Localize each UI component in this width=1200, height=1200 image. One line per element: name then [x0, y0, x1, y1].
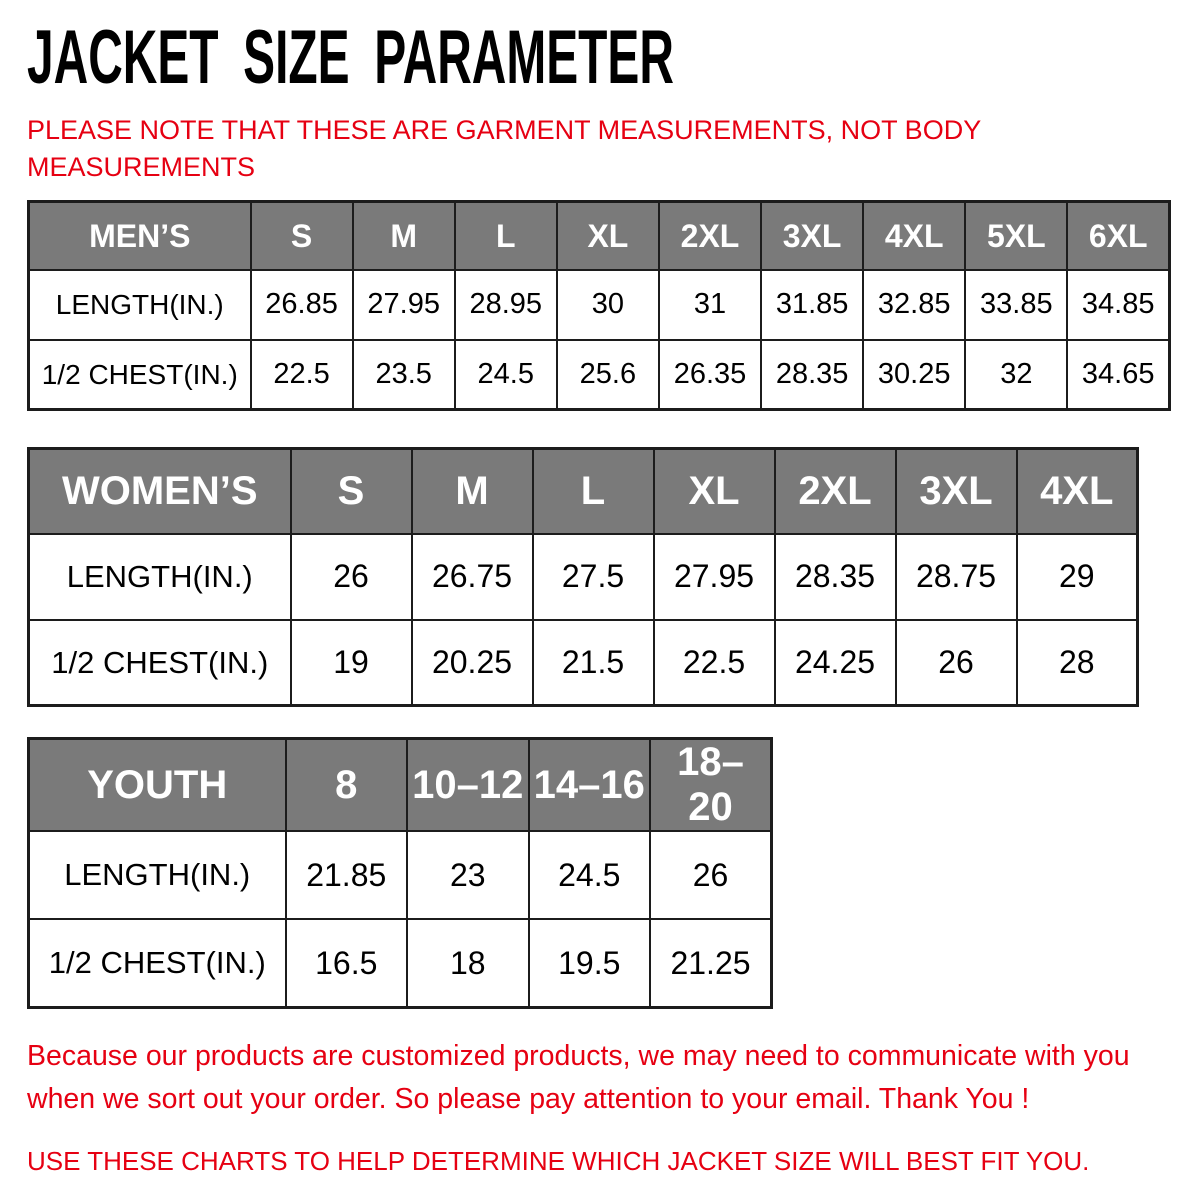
- header-cell-size: 8: [286, 739, 408, 832]
- value-cell: 16.5: [286, 919, 408, 1007]
- mens-length-row: [29, 270, 1170, 340]
- row-label: 1/2 CHEST(IN.): [29, 919, 286, 1007]
- header-cell-size: 3XL: [896, 449, 1017, 534]
- header-cell-size: XL: [557, 202, 659, 270]
- value-cell: 30.25: [863, 340, 965, 410]
- youth-chest-row: [29, 919, 772, 1007]
- value-cell: 29: [1017, 534, 1138, 620]
- youth-size-table: [27, 737, 773, 1009]
- page-title: JACKET SIZE PARAMETER: [27, 15, 674, 100]
- header-cell-size: L: [455, 202, 557, 270]
- header-cell-size: 10–12: [407, 739, 529, 832]
- garment-measurement-note: PLEASE NOTE THAT THESE ARE GARMENT MEASUREMENTS, NOT BODY MEASUREMENTS: [27, 114, 981, 183]
- womens-length-row: [29, 534, 1138, 620]
- header-cell-size: 18–20: [650, 739, 772, 832]
- header-cell-size: 6XL: [1067, 202, 1169, 270]
- header-cell-mens: MEN’S: [29, 202, 251, 270]
- value-cell: 21.5: [533, 620, 654, 706]
- value-cell: 19: [291, 620, 412, 706]
- value-cell: 26.75: [412, 534, 533, 620]
- value-cell: 27.5: [533, 534, 654, 620]
- value-cell: 19.5: [529, 919, 651, 1007]
- header-cell-size: 3XL: [761, 202, 863, 270]
- header-cell-size: L: [533, 449, 654, 534]
- header-cell-size: M: [353, 202, 455, 270]
- womens-chest-row: [29, 620, 1138, 706]
- value-cell: 30: [557, 270, 659, 340]
- value-cell: 26.85: [251, 270, 353, 340]
- row-label: LENGTH(IN.): [29, 534, 291, 620]
- value-cell: 24.5: [529, 831, 651, 919]
- youth-header-row: [29, 739, 772, 832]
- value-cell: 28.95: [455, 270, 557, 340]
- value-cell: 28.35: [775, 534, 896, 620]
- mens-header-row: [29, 202, 1170, 270]
- value-cell: 28.75: [896, 534, 1017, 620]
- header-cell-size: 2XL: [659, 202, 761, 270]
- womens-size-table: [27, 447, 1139, 707]
- mens-chest-row: [29, 340, 1170, 410]
- value-cell: 28: [1017, 620, 1138, 706]
- header-cell-size: 2XL: [775, 449, 896, 534]
- mens-size-table: [27, 200, 1171, 411]
- value-cell: 26: [650, 831, 772, 919]
- value-cell: 21.25: [650, 919, 772, 1007]
- value-cell: 26: [291, 534, 412, 620]
- value-cell: 24.25: [775, 620, 896, 706]
- value-cell: 27.95: [353, 270, 455, 340]
- value-cell: 26: [896, 620, 1017, 706]
- value-cell: 23: [407, 831, 529, 919]
- value-cell: 18: [407, 919, 529, 1007]
- header-cell-size: S: [251, 202, 353, 270]
- row-label: LENGTH(IN.): [29, 831, 286, 919]
- value-cell: 31: [659, 270, 761, 340]
- header-cell-size: S: [291, 449, 412, 534]
- value-cell: 25.6: [557, 340, 659, 410]
- value-cell: 34.65: [1067, 340, 1169, 410]
- value-cell: 22.5: [654, 620, 775, 706]
- header-cell-size: M: [412, 449, 533, 534]
- header-cell-womens: WOMEN’S: [29, 449, 291, 534]
- header-cell-size: 14–16: [529, 739, 651, 832]
- value-cell: 22.5: [251, 340, 353, 410]
- value-cell: 28.35: [761, 340, 863, 410]
- value-cell: 27.95: [654, 534, 775, 620]
- womens-header-row: [29, 449, 1138, 534]
- value-cell: 23.5: [353, 340, 455, 410]
- header-cell-size: XL: [654, 449, 775, 534]
- value-cell: 34.85: [1067, 270, 1169, 340]
- value-cell: 21.85: [286, 831, 408, 919]
- value-cell: 32: [965, 340, 1067, 410]
- row-label: LENGTH(IN.): [29, 270, 251, 340]
- youth-length-row: [29, 831, 772, 919]
- value-cell: 26.35: [659, 340, 761, 410]
- value-cell: 33.85: [965, 270, 1067, 340]
- fit-instruction: USE THESE CHARTS TO HELP DETERMINE WHICH JACKET SIZE WILL BEST FIT YOU.: [27, 1146, 1090, 1177]
- header-cell-youth: YOUTH: [29, 739, 286, 832]
- row-label: 1/2 CHEST(IN.): [29, 340, 251, 410]
- value-cell: 24.5: [455, 340, 557, 410]
- value-cell: 32.85: [863, 270, 965, 340]
- row-label: 1/2 CHEST(IN.): [29, 620, 291, 706]
- header-cell-size: 4XL: [1017, 449, 1138, 534]
- value-cell: 20.25: [412, 620, 533, 706]
- value-cell: 31.85: [761, 270, 863, 340]
- customization-notice: Because our products are customized products, we may need to communicate with you when we sort out your order. So please pay attention to your email. Thank You !: [27, 1039, 1130, 1116]
- header-cell-size: 4XL: [863, 202, 965, 270]
- header-cell-size: 5XL: [965, 202, 1067, 270]
